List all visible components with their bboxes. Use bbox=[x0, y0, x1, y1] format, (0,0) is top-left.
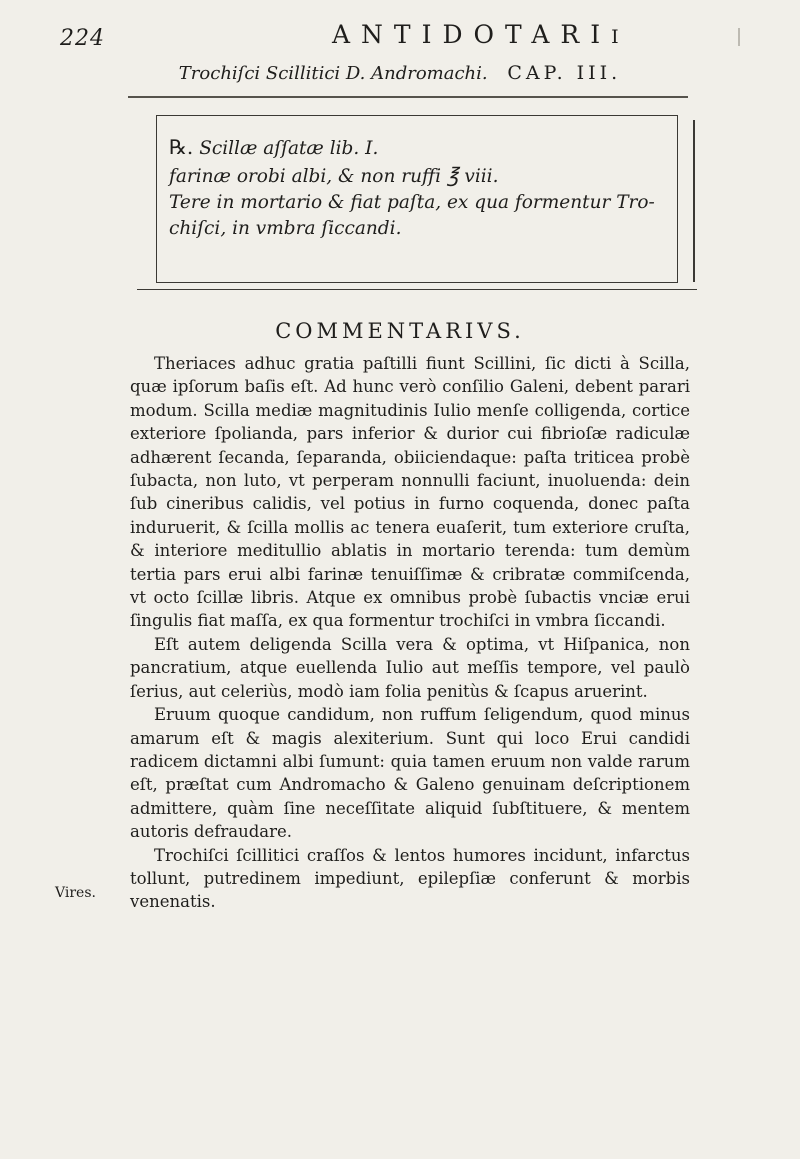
recipe-text bbox=[169, 134, 669, 242]
commentary-body bbox=[130, 352, 690, 914]
recipe-symbol: ℞. bbox=[169, 135, 194, 159]
recipe-box-shadow-bottom bbox=[137, 289, 697, 290]
recipe-line-1-text: Scillæ aſſatæ lib. I. bbox=[199, 138, 379, 159]
recipe-line-2 bbox=[169, 162, 669, 190]
ounce-symbol: ℥ bbox=[446, 163, 459, 187]
chapter-number: CAP. III. bbox=[507, 62, 622, 84]
recipe-line-2-text: farinæ orobi albi, & non ruffi bbox=[169, 166, 442, 187]
running-head: ANTIDOTARII bbox=[332, 20, 626, 49]
subtitle-title: Trochiſci Scillitici D. Andromachi. bbox=[178, 63, 488, 84]
recipe-line-4: chiſci, in vmbra ſiccandi. bbox=[169, 218, 402, 239]
commentary-paragraph: Eruum quoque candidum, non ruffum ſeligendum, quod minus amarum eſt & magis alexiterium. Sunt qui loco Erui candidi radicem dictamni albi ſumunt: quia tamen eruum non valde rarum eſt, præſtat cum Andromacho & Galeno genuinam deſcriptionem admittere, quàm ſine neceſſitate aliquid ſubſtituere, & mentem autoris defraudare. bbox=[130, 705, 690, 842]
commentary-paragraph: Eſt autem deligenda Scilla vera & optima, vt Hiſpanica, non pancratium, atque euellenda Iulio aut meſſis tempore, vel paulò ſerius, aut celeriùs, modò iam folia penitùs & ſcapus aruerint. bbox=[130, 634, 690, 701]
running-head-tail: I bbox=[611, 26, 626, 48]
page-number: 224 bbox=[60, 26, 105, 51]
recipe-line-1 bbox=[169, 134, 669, 162]
recipe-line-2-num: viii. bbox=[464, 166, 499, 187]
recipe-box-shadow-right bbox=[693, 120, 695, 282]
header-rule bbox=[128, 96, 688, 98]
commentary-title: COMMENTARIVS. bbox=[275, 319, 525, 343]
chapter-subtitle bbox=[0, 62, 800, 84]
recipe-box bbox=[156, 115, 678, 283]
header-mark bbox=[738, 28, 740, 46]
margin-note: Vires. bbox=[55, 885, 96, 901]
commentary-paragraph: Trochiſci ſcillitici craſſos & lentos humores incidunt, infarctus tollunt, putredinem impediunt, epilepſiæ conferunt & morbis venenatis. bbox=[130, 845, 690, 912]
recipe-line-3: Tere in mortario & fiat paſta, ex qua formentur Tro- bbox=[169, 192, 655, 213]
commentary-paragraph: Theriaces adhuc gratia paſtilli fiunt Scillini, ſic dicti à Scilla, quæ ipſorum baſis eſt. Ad hunc verò conſilio Galeni, debent parari modum. Scilla mediæ magnitudinis Iulio menſe colligenda, cortice exteriore ſpolianda, pars inferior & durior cui fibrioſæ radiculæ adhærent ſecanda, ſeparanda, obiiciendaque: paſta triticea probè ſubacta, non luto, vt perperam nonnulli faciunt, inuoluenda: dein ſub cineribus calidis, vel potius in furno coquenda, donec paſta induruerit, & ſcilla mollis ac tenera euaſerit, tum exteriore cruſta, & interiore meditullio ablatis in mortario terenda: tum demùm tertia pars erui albi farinæ tenuiſſimæ & cribratæ commiſcenda, vt octo ſcillæ libris. Atque ex omnibus probè ſubactis vnciæ erui ſingulis fiat maſſa, ex qua formentur trochiſci in vmbra ſiccandi. bbox=[130, 354, 690, 631]
